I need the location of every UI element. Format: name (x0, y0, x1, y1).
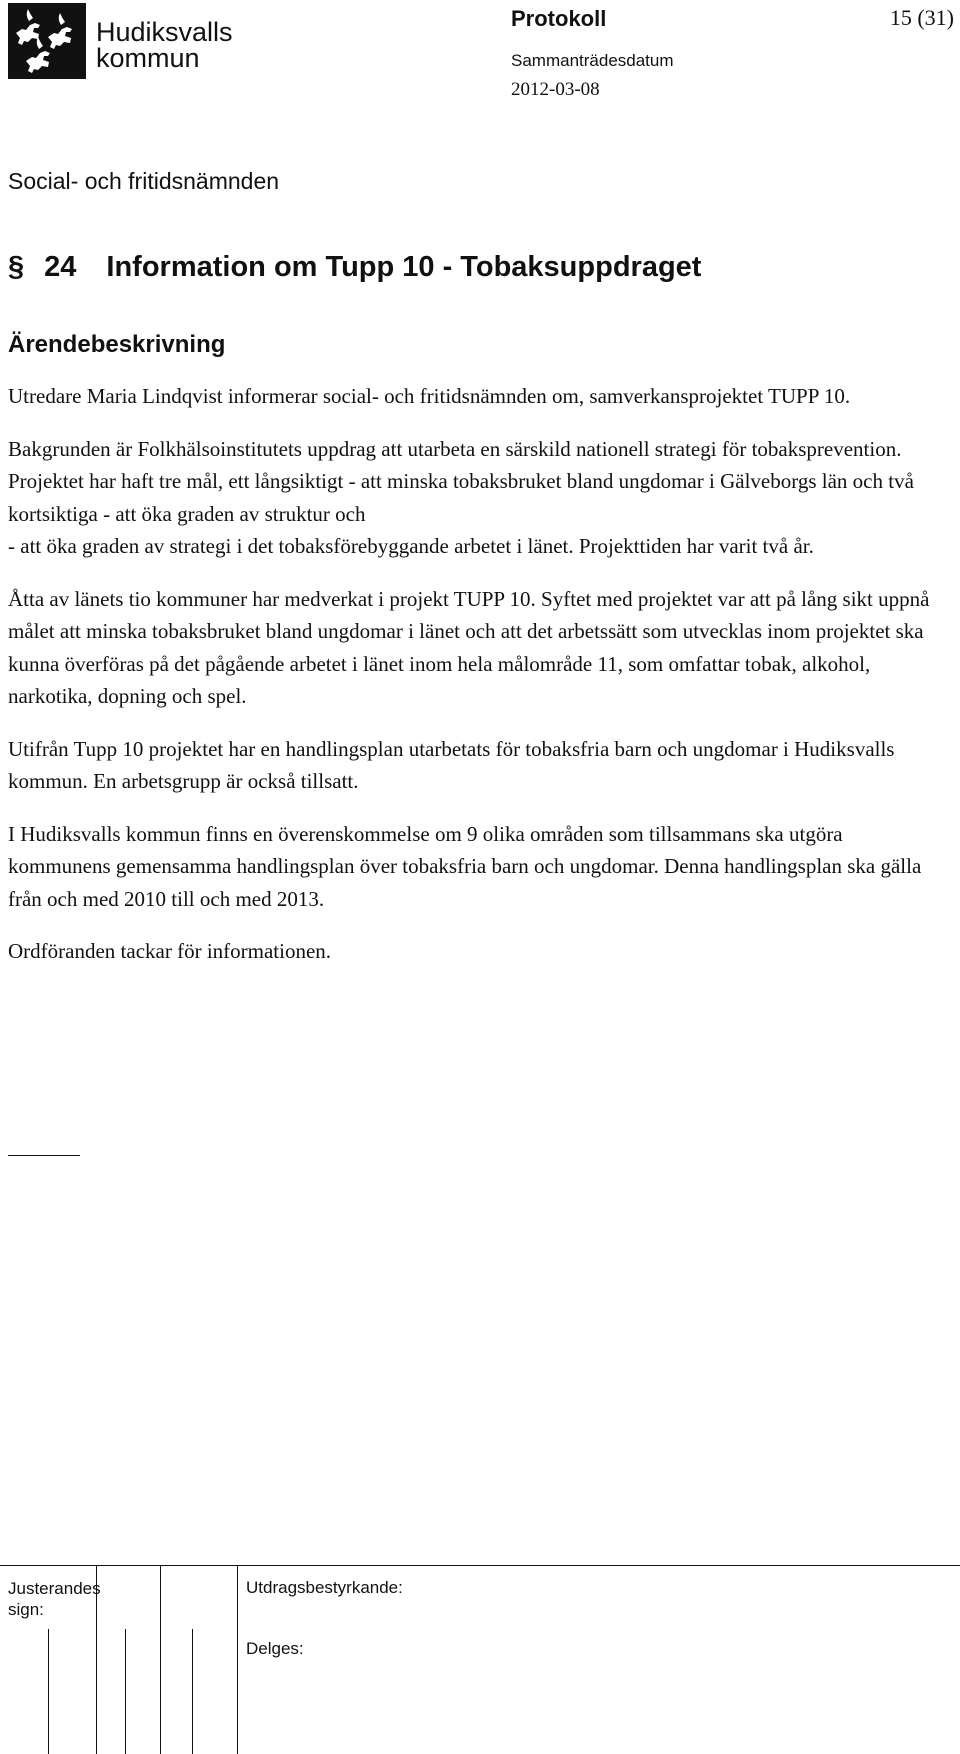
paragraph: Utredare Maria Lindqvist informerar social- och fritidsnämnden om, samverkansprojektet TUPP 10. (8, 384, 851, 408)
signature-box-divider (192, 1629, 193, 1754)
signature-box-divider (160, 1566, 161, 1754)
footer-rule (0, 1565, 960, 1566)
section-heading (8, 251, 701, 284)
paragraph: Bakgrunden är Folkhälsoinstitutets uppdrag att utarbeta en särskild nationell strategi för tobaksprevention. Projektet har haft tre mål, ett långsiktigt - att minska tobaksbruket bland ungdomar i Gälveborgs län och två kortsiktiga - att öka graden av struktur och (8, 436, 914, 526)
logo-line-2: kommun (96, 43, 200, 73)
meeting-date: 2012-03-08 (511, 79, 600, 100)
paragraph: Ordföranden tackar för informationen. (8, 939, 332, 963)
end-separator (8, 1155, 80, 1156)
document-type: Protokoll (511, 6, 607, 31)
section-title: Information om Tupp 10 - Tobaksuppdraget (106, 251, 702, 283)
adjusters-signature-label (8, 1578, 101, 1620)
signature-box-divider (237, 1566, 238, 1754)
logo-line-1: Hudiksvalls (96, 17, 233, 47)
municipality-logo (8, 3, 248, 79)
paragraph: - att öka graden av strategi i det tobaksförebyggande arbetet i länet. Projekttiden har varit två år. (8, 534, 814, 558)
committee-name: Social- och fritidsnämnden (8, 168, 280, 194)
extract-certification-label: Utdragsbestyrkande: (246, 1578, 403, 1597)
distribution-label: Delges: (246, 1639, 304, 1658)
adjusters-label-line-1: Justerandes (8, 1579, 101, 1598)
page-number: 15 (31) (889, 5, 954, 30)
signature-box-divider (125, 1629, 126, 1754)
paragraph: Åtta av länets tio kommuner har medverkat i projekt TUPP 10. Syftet med projektet var att på lång sikt uppnå målet att minska tobaksbruket bland ungdomar i länet och att det arbetssätt som utvecklas inom projektet ska kunna överföras på det pågående arbetet i länet inom hela målområde 11, som omfattar tobak, alkohol, narkotika, dopning och spel. (8, 586, 930, 708)
document-body (8, 380, 948, 988)
signature-footer (0, 1565, 960, 1754)
meeting-date-label: Sammanträdesdatum (511, 51, 674, 70)
case-description-heading: Ärendebeskrivning (8, 331, 226, 358)
paragraph: I Hudiksvalls kommun finns en överenskommelse om 9 olika områden som tillsammans ska utgöra kommunens gemensamma handlingsplan över tobaksfria barn och ungdomar. Denna handlingsplan ska gälla från och med 2010 till och med 2013. (8, 821, 922, 911)
signature-box-divider (48, 1629, 49, 1754)
adjusters-label-line-2: sign: (8, 1600, 44, 1619)
logo-wordmark (96, 19, 233, 71)
paragraph: Utifrån Tupp 10 projektet har en handlingsplan utarbetats för tobaksfria barn och ungdomar i Hudiksvalls kommun. En arbetsgrupp är också tillsatt. (8, 736, 895, 793)
goat-emblem-icon (8, 3, 86, 79)
section-symbol: § (8, 251, 25, 283)
section-number: 24 (44, 251, 77, 283)
